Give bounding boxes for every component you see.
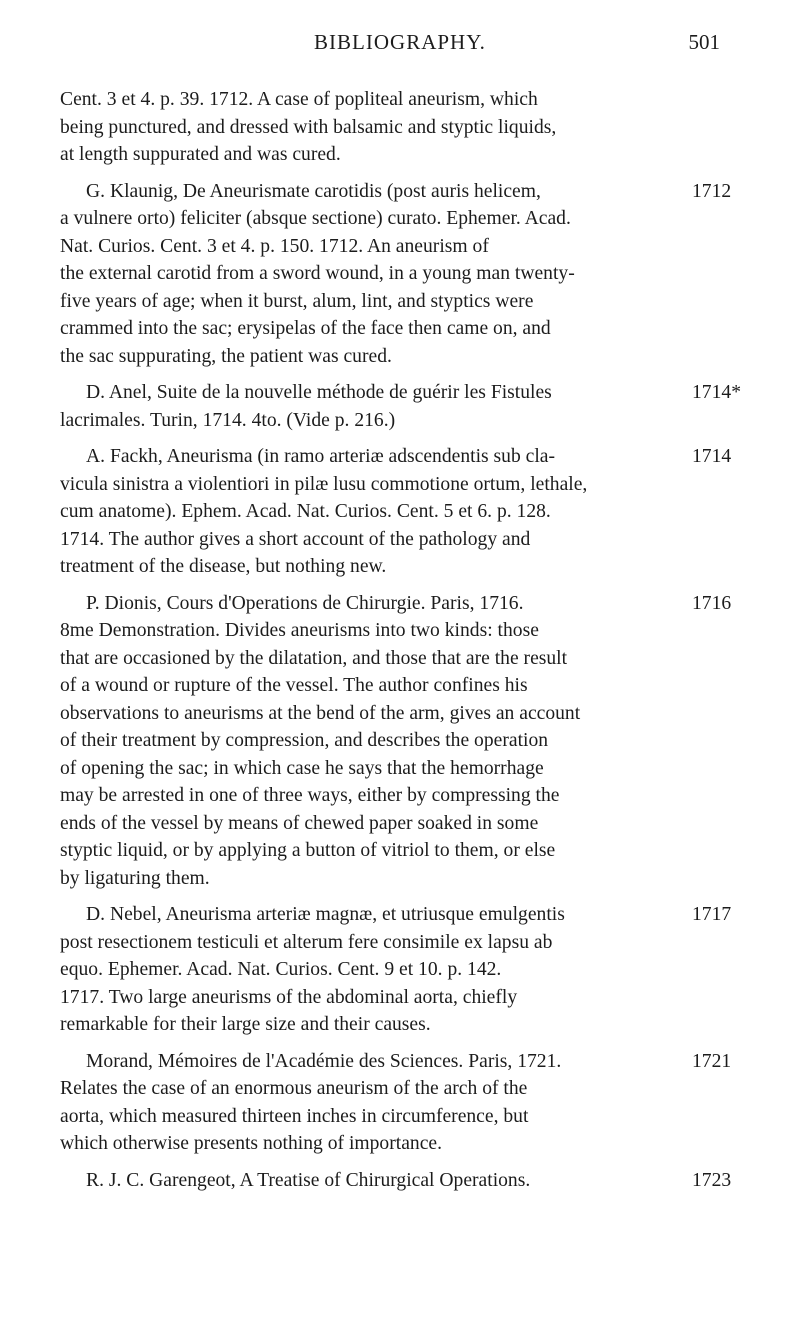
entry-line: five years of age; when it burst, alum, lint, and styptics were: [60, 290, 534, 312]
entry-line: a vulnere orto) feliciter (absque sectione) curato. Ephemer. Acad.: [60, 208, 571, 229]
page-header: [0, 30, 800, 60]
entry-line: styptic liquid, or by applying a button of vitriol to them, or else: [60, 840, 556, 861]
entry-line: aorta, which measured thirteen inches in circumference, but: [60, 1105, 529, 1127]
entry-year: 1712: [692, 180, 732, 202]
bibliography-entry: [60, 178, 732, 371]
entry-line: of their treatment by compression, and describes the operation: [60, 730, 549, 751]
entry-line: Morand, Mémoires de l'Académie des Sciences. Paris, 1721.: [86, 1050, 562, 1072]
running-title: BIBLIOGRAPHY.: [314, 30, 486, 54]
entry-line: 8me Demonstration. Divides aneurisms into two kinds: those: [60, 620, 539, 641]
entry-year: 1716: [692, 592, 732, 614]
bibliography-entry: [60, 379, 741, 434]
entry-line: post resectionem testiculi et alterum fere consimile ex lapsu ab: [60, 931, 553, 953]
entry-year: 1723: [692, 1169, 732, 1191]
bibliography-entry: [60, 1048, 732, 1158]
entry-line: 1714. The author gives a short account of the pathology and: [60, 528, 531, 550]
entry-line: the sac suppurating, the patient was cured.: [60, 345, 392, 367]
entry-line: at length suppurated and was cured.: [60, 144, 341, 165]
bibliography-entry: [60, 86, 686, 169]
entry-line: Cent. 3 et 4. p. 39. 1712. A case of popliteal aneurism, which: [60, 89, 538, 110]
entry-line: crammed into the sac; erysipelas of the face then came on, and: [60, 318, 551, 339]
entry-line: of opening the sac; in which case he says that the hemorrhage: [60, 757, 544, 779]
entry-line: that are occasioned by the dilatation, and those that are the result: [60, 647, 568, 669]
entry-line: A. Fackh, Aneurisma (in ramo arteriæ adscendentis sub cla-: [86, 446, 556, 467]
entry-line: treatment of the disease, but nothing new.: [60, 556, 387, 577]
bibliography-entry: [60, 901, 732, 1039]
entry-line: G. Klaunig, De Aneurismate carotidis (post auris helicem,: [86, 180, 541, 202]
entry-year: 1717: [692, 904, 732, 925]
entry-line: which otherwise presents nothing of importance.: [60, 1133, 442, 1154]
entry-year: 1714: [692, 446, 732, 467]
entry-line: may be arrested in one of three ways, either by compressing the: [60, 785, 560, 806]
entry-line: Nat. Curios. Cent. 3 et 4. p. 150. 1712. An aneurism of: [60, 235, 489, 257]
entry-line: P. Dionis, Cours d'Operations de Chirurgie. Paris, 1716.: [86, 592, 524, 614]
entry-year: 1714*: [692, 382, 741, 403]
entry-line: of a wound or rupture of the vessel. The author confines his: [60, 675, 528, 696]
entry-line: remarkable for their large size and their causes.: [60, 1014, 431, 1035]
entry-line: lacrimales. Turin, 1714. 4to. (Vide p. 216.): [60, 409, 396, 431]
entry-line: vicula sinistra a violentiori in pilæ lusu commotione ortum, lethale,: [60, 473, 588, 495]
entry-year: 1721: [692, 1050, 732, 1072]
entry-line: R. J. C. Garengeot, A Treatise of Chirurgical Operations.: [86, 1169, 531, 1191]
entry-line: being punctured, and dressed with balsamic and styptic liquids,: [60, 116, 557, 138]
bibliography-entry: [60, 443, 732, 581]
entry-line: cum anatome). Ephem. Acad. Nat. Curios. Cent. 5 et 6. p. 128.: [60, 501, 551, 522]
entry-line: the external carotid from a sword wound, in a young man twenty-: [60, 263, 575, 284]
entry-line: equo. Ephemer. Acad. Nat. Curios. Cent. 9 et 10. p. 142.: [60, 959, 502, 980]
page-number: 501: [688, 30, 720, 54]
entry-line: ends of the vessel by means of chewed paper soaked in some: [60, 812, 539, 834]
entry-line: 1717. Two large aneurisms of the abdominal aorta, chiefly: [60, 986, 518, 1008]
bibliography-entries: [60, 86, 741, 1203]
bibliography-entry: [60, 1167, 732, 1195]
entry-line: by ligaturing them.: [60, 867, 210, 889]
entry-line: observations to aneurisms at the bend of the arm, gives an account: [60, 702, 581, 724]
bibliography-entry: [60, 590, 732, 893]
entry-line: D. Anel, Suite de la nouvelle méthode de guérir les Fistules: [86, 382, 552, 403]
entry-line: D. Nebel, Aneurisma arteriæ magnæ, et utriusque emulgentis: [86, 904, 565, 925]
entry-line: Relates the case of an enormous aneurism of the arch of the: [60, 1078, 528, 1099]
